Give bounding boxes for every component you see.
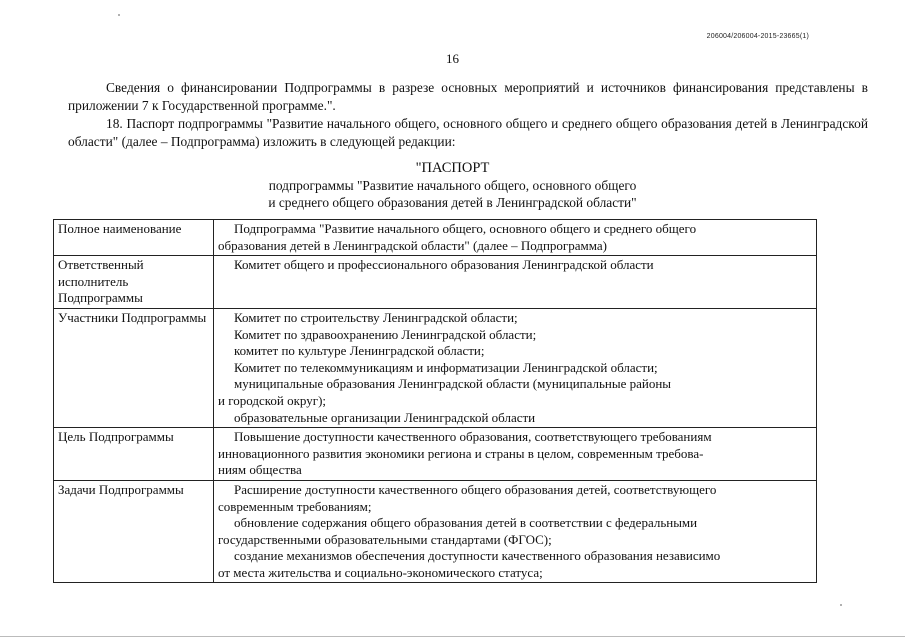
document-id: 206004/206004-2015-23665(1): [706, 33, 809, 40]
scan-speck: [118, 14, 120, 16]
row-label: Задачи Подпрограммы: [54, 480, 214, 583]
scan-speck: [840, 604, 842, 606]
value-line: образовательные организации Ленинградской области: [234, 409, 536, 425]
value-line: инновационного развития экономики региона и страны в целом, современным требова-: [218, 445, 704, 461]
paragraph-financing: [68, 79, 868, 115]
row-value: [214, 480, 817, 583]
value-line: муниципальные образования Ленинградской области (муниципальные районы: [234, 376, 672, 392]
row-value: [214, 256, 817, 309]
value-line: комитет по культуре Ленинградской области;: [234, 343, 485, 359]
value-line: государственными образовательными стандартами (ФГОС);: [218, 531, 552, 547]
row-label: Ответственный исполнитель Подпрограммы: [54, 256, 214, 309]
table-row-tasks: [54, 480, 817, 583]
row-label: Цель Подпрограммы: [54, 428, 214, 481]
table-row-full-name: [54, 220, 817, 256]
value-line: от места жительства и социально-экономического статуса;: [218, 564, 543, 580]
table-row-goal: [54, 428, 817, 481]
table-row-participants: [54, 308, 817, 427]
value-line: Подпрограмма "Развитие начального общего, основного общего и среднего общего: [234, 221, 697, 236]
passport-heading: "ПАСПОРТ: [415, 160, 490, 176]
value-line: Расширение доступности качественного общего образования детей, соответствующего: [234, 481, 717, 497]
row-value: [214, 428, 817, 481]
row-value: [214, 308, 817, 427]
paragraph-item-18: [68, 115, 868, 151]
value-line: ниям общества: [218, 462, 302, 478]
row-label: Полное наименование: [54, 220, 214, 256]
table-row-responsible: [54, 256, 817, 309]
passport-subtitle-line-2: и среднего общего образования детей в Ленинградской области": [268, 195, 637, 210]
value-line: современным требованиям;: [218, 498, 372, 514]
value-line: Повышение доступности качественного образования, соответствующего требованиям: [234, 429, 712, 445]
value-line: создание механизмов обеспечения доступности качественного образования независимо: [234, 548, 721, 564]
value-line: Комитет общего и профессионального образования Ленинградской области: [234, 257, 654, 273]
value-line: обновление содержания общего образования детей в соответствии с федеральными: [234, 515, 698, 531]
row-label: Участники Подпрограммы: [54, 308, 214, 427]
passport-subtitle-line-1: подпрограммы "Развитие начального общего, основного общего: [268, 178, 637, 193]
value-line: и городской округ);: [218, 392, 327, 408]
scan-bottom-edge: [0, 636, 905, 637]
paragraph-financing-text: Сведения о финансировании Подпрограммы в разрезе основных мероприятий и источников финансирования представлены в приложении 7 к Государственной программе.".: [68, 80, 868, 113]
row-value: [214, 220, 817, 256]
value-line: Комитет по строительству Ленинградской области;: [234, 309, 518, 325]
passport-table: [53, 219, 817, 583]
value-line: Комитет по телекоммуникациям и информатизации Ленинградской области;: [234, 359, 658, 375]
passport-title: [0, 160, 905, 211]
page-number: 16: [446, 51, 459, 66]
paragraph-item-18-text: 18. Паспорт подпрограммы "Развитие начального общего, основного общего и среднего общего образования детей в Ленинградской области" (далее – Подпрограмма) изложить в следующей редакции:: [68, 116, 868, 149]
value-line: образования детей в Ленинградской области" (далее – Подпрограмма): [218, 237, 607, 253]
value-line: Комитет по здравоохранению Ленинградской области;: [234, 326, 537, 342]
